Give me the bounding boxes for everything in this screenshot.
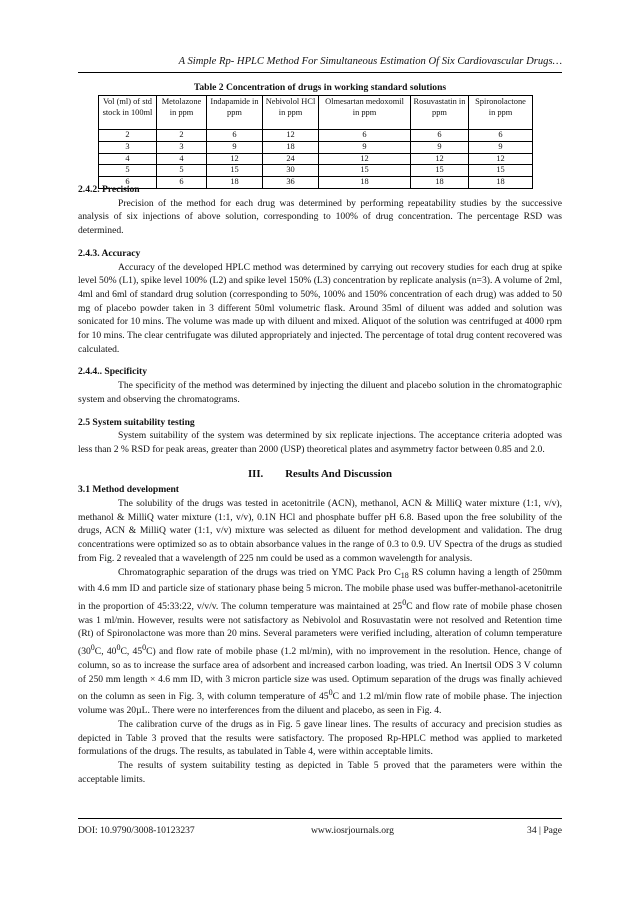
table-cell: 15 <box>207 165 263 177</box>
section-title <box>78 468 562 482</box>
table-cell: 6 <box>157 177 207 189</box>
superscript: 0 <box>142 643 147 653</box>
text-run: RS column having a length of 250mm with 4.6 mm ID and particle size of stationary phase being 5 micron. The mobile phase used was buffer-methanol-acetonitrile in the proportion of 45:33:22, v/v/v. The column temperature was maintained at 25 <box>78 566 562 613</box>
table-cell: 12 <box>411 153 469 165</box>
table-cell: 6 <box>319 130 411 142</box>
table-row <box>99 153 533 165</box>
col-header-indapamide: Indapamide in ppm <box>207 96 263 130</box>
table-cell: 15 <box>411 165 469 177</box>
table-header-row <box>99 96 533 130</box>
col-header-volume: Vol (ml) of std stock in 100ml <box>99 96 157 130</box>
col-header-spironolactone: Spironolactone in ppm <box>469 96 533 130</box>
table-cell: 6 <box>469 130 533 142</box>
table-cell: 6 <box>411 130 469 142</box>
method-development-paragraph-3: The calibration curve of the drugs as in Fig. 5 gave linear lines. The results of accuracy and precision studies as depicted in Table 3 proved that the results were satisfactory. The proposed Rp-HPLC method was applied to marketed formulations of the drugs. The results, as tabulated in Table 4, were within acceptable limits. <box>78 719 562 758</box>
table-cell: 9 <box>207 141 263 153</box>
subscript: 18 <box>400 570 409 580</box>
text-run: C and 1.2 ml/min flow rate of mobile phase. The injection volume was 20µL. There were no interferences from the diluent and placebo, as seen in Fig. 4. <box>78 691 562 717</box>
table-cell: 18 <box>207 177 263 189</box>
text-run: Chromatographic separation of the drugs was tried on YMC Pack Pro C <box>118 566 401 578</box>
table-row <box>99 141 533 153</box>
table-cell: 18 <box>469 177 533 189</box>
table-row <box>99 130 533 142</box>
system-suitability-paragraph: System suitability of the system was determined by six replicate injections. The acceptance criteria adopted was less than 2 % RSD for peak areas, greater than 2000 (USP) theoretical plates and asymmetry factor between 0.85 and 2.0. <box>78 430 562 455</box>
table-cell: 2 <box>157 130 207 142</box>
table-cell: 12 <box>469 153 533 165</box>
table-cell: 6 <box>99 177 157 189</box>
table-cell: 5 <box>157 165 207 177</box>
text-run: C) and flow rate of mobile phase (1.2 ml/min), with no improvement in the resolution. Hence, change of column, so as to increase the surface area of adsorbent and increased carbon loading, was tried. An Inertsil ODS 3 V column of 250 mm length × 4.6 mm ID, with 3 micron particle size was used. Optimum separation of the drugs was finally achieved on the column as seen in Fig. 3, with column temperature of 45 <box>78 646 562 703</box>
col-header-nebivolol: Nebivolol HCl in ppm <box>263 96 319 130</box>
table-cell: 9 <box>319 141 411 153</box>
method-development-heading: 3.1 Method development <box>78 484 179 496</box>
specificity-paragraph: The specificity of the method was determined by injecting the diluent and placebo solution in the chromatographic system and observing the chromatograms. <box>78 380 562 405</box>
table-cell: 36 <box>263 177 319 189</box>
table-cell: 9 <box>469 141 533 153</box>
table-caption: Table 2 Concentration of drugs in working standard solutions <box>193 82 447 93</box>
concentration-table <box>98 95 533 189</box>
table-cell: 3 <box>99 141 157 153</box>
table-cell: 5 <box>99 165 157 177</box>
text-run: C and flow rate of mobile phase chosen was 1 ml/min. However, results were not satisfactory as Nebivolol and Rosuvastatin were not resolved and Retention time (Rt) of Spironolactone was more than 20 mins. Several parameters were verified including, alteration of column temperature (30 <box>78 601 563 658</box>
section-title-text: Results And Discussion <box>285 467 393 480</box>
footer-doi: DOI: 10.9790/3008-10123237 <box>78 825 195 836</box>
table-cell: 15 <box>469 165 533 177</box>
method-development-paragraph-4: The results of system suitability testing as depicted in Table 5 proved that the parameters were within the acceptable limits. <box>78 760 562 785</box>
method-development-paragraph-1: The solubility of the drugs was tested in acetonitrile (ACN), methanol, ACN & MilliQ water mixture (1:1, v/v), methanol & MilliQ water mixture (1:1, v/v), 0.1N HCl and phosphate buffer pH 6.8. Based upon the free solubility of the drugs, ACN & MilliQ water (1:1, v/v) mixture was selected as diluent for method development and validation. The drug concentrations were optimized so as to obtain absorbance values in the range of 0.3 to 0.9. UV Spectra of the drugs as studied from Fig. 2 revealed that a wavelength of 225 nm could be used as a common wavelength for analysis. <box>78 498 562 564</box>
running-head: A Simple Rp- HPLC Method For Simultaneous Estimation Of Six Cardiovascular Drugs… <box>178 56 562 67</box>
precision-heading: 2.4.2. Precision <box>78 184 140 195</box>
table-cell: 18 <box>319 177 411 189</box>
table-cell: 3 <box>157 141 207 153</box>
table-cell: 18 <box>263 141 319 153</box>
accuracy-heading: 2.4.3. Accuracy <box>78 247 141 259</box>
text-run: C, 40 <box>94 646 117 658</box>
footer-page-number: 34 | Page <box>527 825 562 836</box>
table-cell: 15 <box>319 165 411 177</box>
table-cell: 18 <box>411 177 469 189</box>
table-cell: 6 <box>207 130 263 142</box>
specificity-heading: 2.4.4.. Specificity <box>78 366 148 378</box>
table-cell: 12 <box>319 153 411 165</box>
table-cell: 2 <box>99 130 157 142</box>
table-cell: 24 <box>263 153 319 165</box>
col-header-olmesartan: Olmesartan medoxomil in ppm <box>319 96 411 130</box>
section-numeral: III. <box>247 467 264 480</box>
text-run: C, 45 <box>120 646 143 658</box>
accuracy-paragraph: Accuracy of the developed HPLC method was determined by carrying out recovery studies for each drug at spike level 50% (L1), spike level 100% (L2) and spike level 150% (L3) concentration by replicate analysis (n=3). A volume of 2ml, 4ml and 6ml of standard drug solution (corresponding to 50%, 100% and 150% concentration of each drug) was added to 50 mg of placebo powder taken in 3 different 50ml volumetric flask. Around 35ml of diluent was added and solution was sonicated for 10 mins. The volume was made up with diluent and mixed. Aliquot of the solution was centrifuged at 4000 rpm for 10 mins. The clear centrifugate was diluted appropriately and injected. The percentage of total drug content recovered was calculated. <box>78 261 562 355</box>
table-cell: 30 <box>263 165 319 177</box>
superscript: 0 <box>116 643 121 653</box>
system-suitability-heading: 2.5 System suitability testing <box>78 416 195 428</box>
superscript: 0 <box>402 597 407 607</box>
table-cell: 9 <box>411 141 469 153</box>
method-development-paragraph-2 <box>78 566 562 719</box>
header-rule <box>78 72 562 73</box>
col-header-rosuvastatin: Rosuvastatin in ppm <box>411 96 469 130</box>
table-cell: 4 <box>99 153 157 165</box>
footer-website: www.iosrjournals.org <box>311 825 394 836</box>
body-text <box>78 183 562 787</box>
footer-rule <box>78 818 562 819</box>
superscript: 0 <box>90 643 95 653</box>
table-cell: 12 <box>263 130 319 142</box>
superscript: 0 <box>328 688 333 698</box>
table-cell: 4 <box>157 153 207 165</box>
precision-paragraph: Precision of the method for each drug was determined by performing repeatability studies by the successive analysis of six injections of above solution, corresponding to 100% of drug concentration. The percentage RSD was determined. <box>78 197 562 237</box>
table-cell: 12 <box>207 153 263 165</box>
col-header-metolazone: Metolazone in ppm <box>157 96 207 130</box>
table-row <box>99 165 533 177</box>
